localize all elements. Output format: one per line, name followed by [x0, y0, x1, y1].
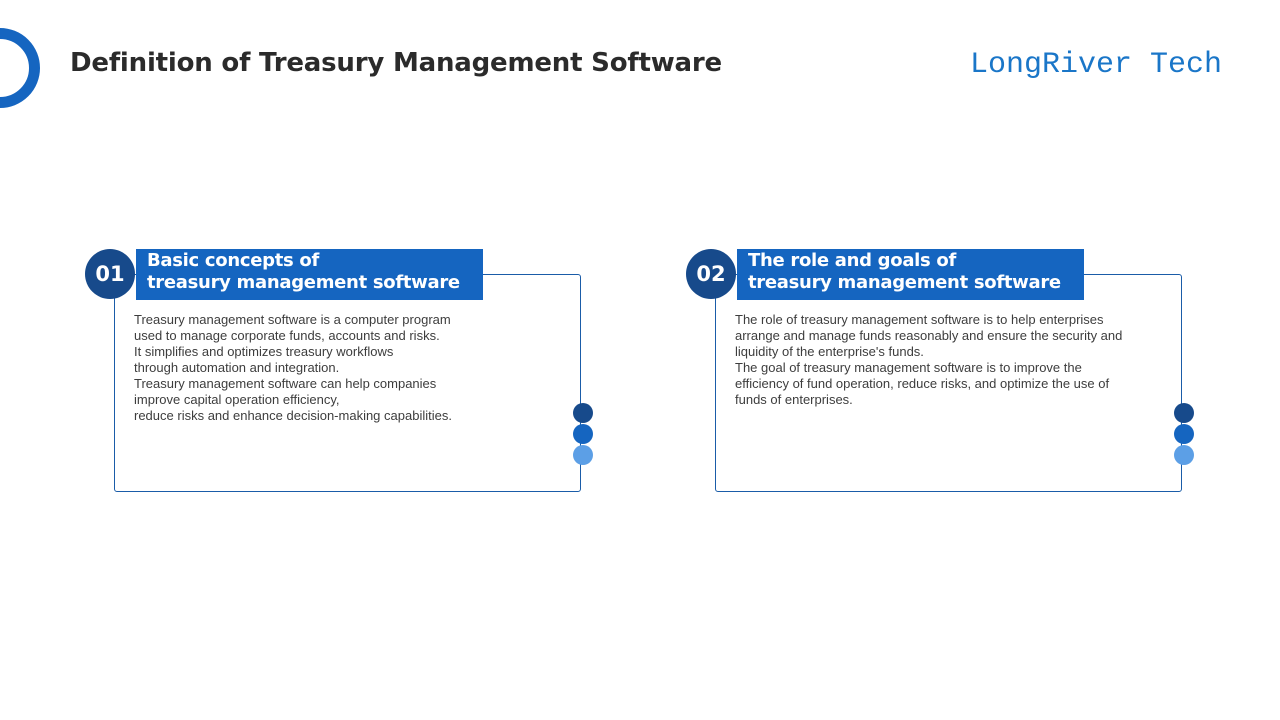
dot-light	[573, 445, 593, 465]
concept-card	[84, 248, 604, 498]
card-heading-line: treasury management software	[147, 272, 460, 293]
card-heading	[136, 249, 483, 300]
decorative-dots	[1174, 403, 1196, 466]
card-number-badge: 02	[686, 249, 736, 299]
dot-dark	[573, 403, 593, 423]
role-goals-card	[685, 248, 1205, 498]
body-line: efficiency of fund operation, reduce risks, and optimize the use of	[735, 376, 1110, 391]
card-heading-line: treasury management software	[748, 272, 1061, 293]
card-body-text	[134, 312, 554, 424]
corner-ring-decoration	[0, 28, 40, 108]
card-heading-line: Basic concepts of	[147, 250, 319, 271]
body-line: The goal of treasury management software is to improve the	[735, 360, 1082, 375]
card-body-text	[735, 312, 1155, 408]
body-line: through automation and integration.	[134, 360, 340, 375]
body-line: used to manage corporate funds, accounts and risks.	[134, 328, 440, 343]
card-number-badge: 01	[85, 249, 135, 299]
body-line: reduce risks and enhance decision-making capabilities.	[134, 408, 452, 423]
body-line: Treasury management software can help companies	[134, 376, 437, 391]
body-line: liquidity of the enterprise's funds.	[735, 344, 924, 359]
card-heading-line: The role and goals of	[748, 250, 957, 271]
page-title: Definition of Treasury Management Software	[70, 48, 722, 78]
dot-medium	[1174, 424, 1194, 444]
body-line: The role of treasury management software is to help enterprises	[735, 312, 1104, 327]
dot-medium	[573, 424, 593, 444]
body-line: Treasury management software is a computer program	[134, 312, 451, 327]
body-line: It simplifies and optimizes treasury workflows	[134, 344, 394, 359]
body-line: funds of enterprises.	[735, 392, 853, 407]
dot-dark	[1174, 403, 1194, 423]
card-heading	[737, 249, 1084, 300]
brand-logo-text: LongRiver Tech	[970, 48, 1223, 82]
dot-light	[1174, 445, 1194, 465]
body-line: improve capital operation efficiency,	[134, 392, 340, 407]
body-line: arrange and manage funds reasonably and ensure the security and	[735, 328, 1123, 343]
decorative-dots	[573, 403, 595, 466]
